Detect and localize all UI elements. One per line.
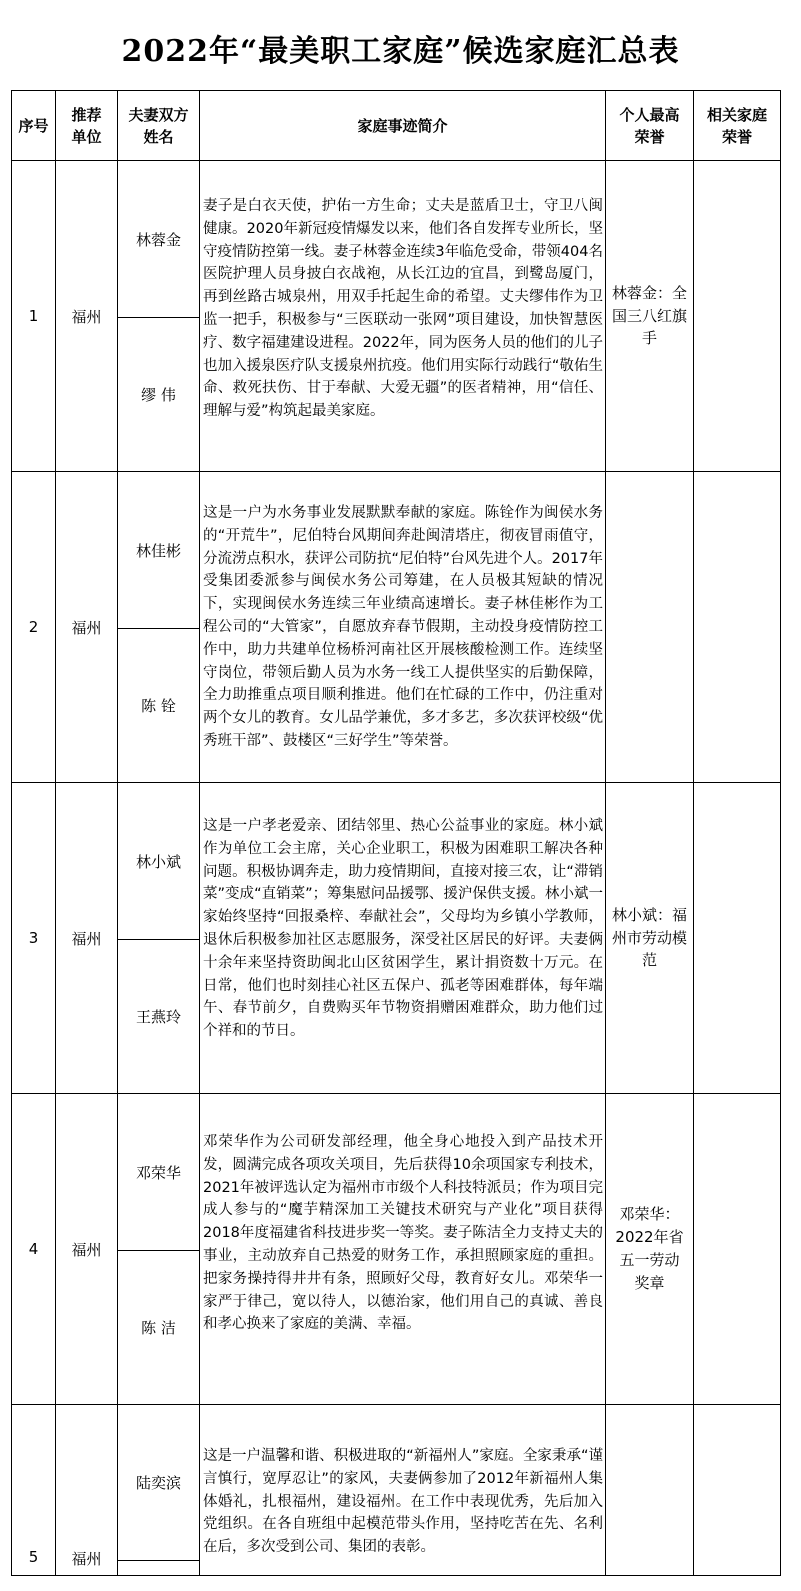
spouse-name-1: 邓荣华 bbox=[118, 1094, 199, 1251]
personal-honor: 林小斌：福州市劳动模范 bbox=[606, 783, 694, 1094]
row-number: 4 bbox=[12, 1094, 56, 1405]
spouse-name-1: 陆奕滨 bbox=[118, 1405, 199, 1561]
table-row bbox=[12, 472, 781, 783]
table-row bbox=[12, 161, 781, 472]
personal-honor bbox=[606, 472, 694, 783]
family-honor bbox=[694, 1405, 781, 1576]
family-description: 妻子是白衣天使，护佑一方生命；丈夫是蓝盾卫士，守卫八闽健康。2020年新冠疫情爆发以来，他们各自发挥专业所长，坚守疫情防控第一线。妻子林蓉金连续3年临危受命，带领404名医院护理人员身披白衣战袍，从长江边的宜昌，到鹭岛厦门，再到丝路古城泉州，用双手托起生命的希望。丈夫缪伟作为卫监一把手，积极参与“三医联动一张网”项目建设，加快智慧医疗、数字福建建设进程。2022年，同为医务人员的他们的儿子也加入援泉医疗队支援泉州抗疫。他们用实际行动践行“敬佑生命、救死扶伤、甘于奉献、大爱无疆”的医者精神，用“信任、理解与爱”构筑起最美家庭。 bbox=[200, 161, 606, 472]
recommending-unit: 福州 bbox=[56, 783, 118, 1094]
col-header-unit: 推荐单位 bbox=[56, 91, 118, 161]
spouse-name-2: 缪 伟 bbox=[141, 386, 176, 404]
personal-honor: 林蓉金：全国三八红旗手 bbox=[606, 161, 694, 472]
spouse-name-2: 陈 铨 bbox=[141, 697, 176, 715]
family-description: 这是一户温馨和谐、积极进取的“新福州人”家庭。全家秉承“谨言慎行，宽厚忍让”的家风，夫妻俩参加了2012年新福州人集体婚礼，扎根福州，建设福州。在工作中表现优秀，先后加入党组织。在各自班组中起模范带头作用，坚持吃苦在先、名利在后，多次受到公司、集团的表彰。 bbox=[200, 1405, 606, 1576]
col-header-honor: 个人最高荣誉 bbox=[606, 91, 694, 161]
table-row bbox=[12, 1094, 781, 1405]
col-header-names: 夫妻双方姓名 bbox=[118, 91, 200, 161]
recommending-unit: 福州 bbox=[56, 1405, 118, 1576]
couple-names bbox=[118, 161, 200, 472]
family-description: 这是一户孝老爱亲、团结邻里、热心公益事业的家庭。林小斌作为单位工会主席，关心企业职工，积极为困难职工解决各种问题。积极协调奔走，助力疫情期间，直接对接三农，让“滞销菜”变成“直销菜”；筹集慰问品援鄂、援沪保供支援。林小斌一家始终坚持“回报桑梓、奉献社会”，父母均为乡镇小学教师，退休后积极参加社区志愿服务，深受社区居民的好评。夫妻俩十余年来坚持资助闽北山区贫困学生，累计捐资数十万元。在日常，他们也时刻挂心社区五保户、孤老等困难群体，每年端午、春节前夕，自费购买年节物资捐赠困难群众，助力他们过个祥和的节日。 bbox=[200, 783, 606, 1094]
family-honor bbox=[694, 1094, 781, 1405]
personal-honor bbox=[606, 1405, 694, 1576]
spouse-name-1: 林小斌 bbox=[118, 783, 199, 940]
family-honor bbox=[694, 783, 781, 1094]
couple-names bbox=[118, 1405, 200, 1576]
table-row bbox=[12, 783, 781, 1094]
couple-names bbox=[118, 1094, 200, 1405]
col-header-desc: 家庭事迹简介 bbox=[200, 91, 606, 161]
recommending-unit: 福州 bbox=[56, 1094, 118, 1405]
spouse-name-2: 陈 洁 bbox=[141, 1319, 176, 1337]
candidate-table bbox=[11, 90, 781, 1576]
couple-names bbox=[118, 472, 200, 783]
family-honor bbox=[694, 161, 781, 472]
table-row bbox=[12, 1405, 781, 1576]
couple-names bbox=[118, 783, 200, 1094]
recommending-unit: 福州 bbox=[56, 161, 118, 472]
recommending-unit: 福州 bbox=[56, 472, 118, 783]
row-number: 5 bbox=[12, 1405, 56, 1576]
row-number: 1 bbox=[12, 161, 56, 472]
spouse-name-2 bbox=[118, 1561, 199, 1575]
spouse-name-2: 王燕玲 bbox=[135, 1008, 181, 1026]
col-header-family-honor: 相关家庭荣誉 bbox=[694, 91, 781, 161]
family-description: 邓荣华作为公司研发部经理，他全身心地投入到产品技术开发，圆满完成各项攻关项目，先后获得10余项国家专利技术，2021年被评选认定为福州市市级个人科技特派员；作为项目完成人参与的“魔芋精深加工关键技术研究与产业化”项目获得2018年度福建省科技进步奖一等奖。妻子陈洁全力支持丈夫的事业，主动放弃自己热爱的财务工作，承担照顾家庭的重担。把家务操持得井井有条，照顾好父母，教育好女儿。邓荣华一家严于律己，宽以待人，以德治家，他们用自己的真诚、善良和孝心换来了家庭的美满、幸福。 bbox=[200, 1094, 606, 1405]
header-row bbox=[12, 91, 781, 161]
personal-honor: 邓荣华：2022年省五一劳动奖章 bbox=[606, 1094, 694, 1405]
col-header-no: 序号 bbox=[12, 91, 56, 161]
family-description: 这是一户为水务事业发展默默奉献的家庭。陈铨作为闽侯水务的“开荒牛”，尼伯特台风期间奔赴闽清塔庄，彻夜冒雨值守，分流涝点积水，获评公司防抗“尼伯特”台风先进个人。2017年受集团委派参与闽侯水务公司筹建，在人员极其短缺的情况下，实现闽侯水务连续三年业绩高速增长。妻子林佳彬作为工程公司的“大管家”，自愿放弃春节假期，主动投身疫情防控工作中，助力共建单位杨桥河南社区开展核酸检测工作。连续坚守岗位，带领后勤人员为水务一线工人提供坚实的后勤保障，全力助推重点项目顺利推进。他们在忙碌的工作中，仍注重对两个女儿的教育。女儿品学兼优，多才多艺，多次获评校级“优秀班干部”、鼓楼区“三好学生”等荣誉。 bbox=[200, 472, 606, 783]
spouse-name-1: 林蓉金 bbox=[118, 161, 199, 318]
row-number: 3 bbox=[12, 783, 56, 1094]
family-honor bbox=[694, 472, 781, 783]
page-title: 2022年“最美职工家庭”候选家庭汇总表 bbox=[121, 34, 680, 69]
row-number: 2 bbox=[12, 472, 56, 783]
spouse-name-1: 林佳彬 bbox=[118, 472, 199, 629]
